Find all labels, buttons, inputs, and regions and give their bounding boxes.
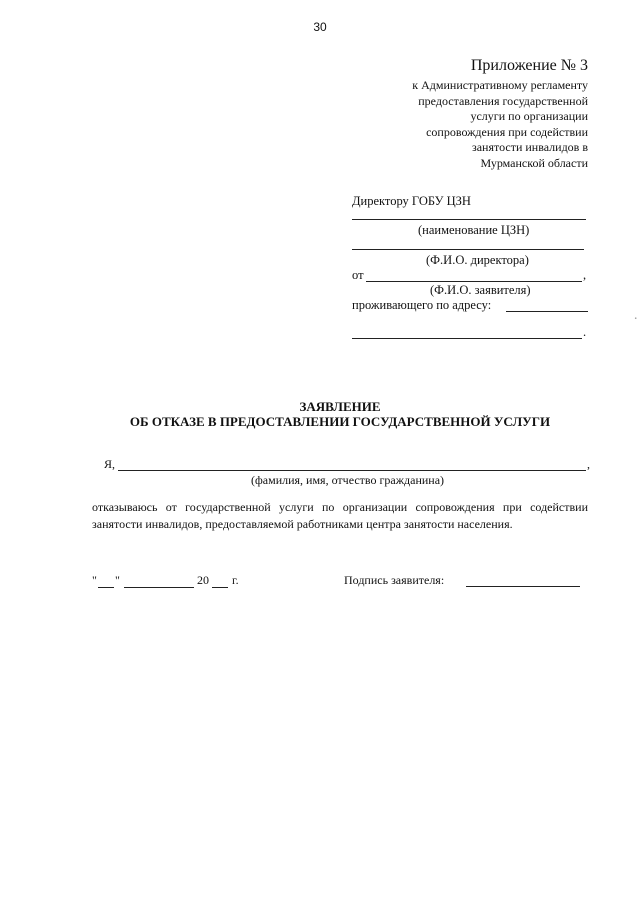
addressee-to: Директору ГОБУ ЦЗН [352, 194, 471, 208]
appendix-line: занятости инвалидов в [471, 140, 588, 154]
document-subtitle: ОБ ОТКАЗЕ В ПРЕДОСТАВЛЕНИИ ГОСУДАРСТВЕННОЙ УСЛУГИ [129, 414, 551, 429]
applicant-name-line[interactable] [366, 281, 582, 282]
margin-mark: · [633, 312, 638, 327]
from-suffix: , [583, 268, 587, 282]
year-prefix: 20 [197, 573, 209, 587]
czn-caption: (наименование ЦЗН) [418, 223, 530, 237]
appendix-line: Мурманской области [480, 155, 588, 170]
statement-text: отказываюсь от государственной услуги по организации сопровождения при содействии занятости инвалидов, предоставляемой работниками центра занятости населения. [92, 500, 588, 531]
appendix-line: предоставления государственной [418, 93, 588, 108]
page-number: 30 [313, 20, 327, 34]
document-title: ЗАЯВЛЕНИЕ [299, 399, 381, 414]
address-line-2[interactable] [352, 338, 582, 339]
name-caption: (фамилия, имя, отчество гражданина) [251, 473, 445, 487]
appendix-line: сопровождения при содействии [426, 124, 588, 139]
signature-line[interactable] [466, 586, 580, 587]
year-suffix: г. [232, 573, 239, 587]
date-quote-open: " [92, 573, 97, 587]
citizen-name-line[interactable] [118, 470, 586, 471]
i-suffix: , [587, 457, 590, 471]
residing-label: проживающего по адресу: [352, 298, 492, 312]
address-line-1[interactable] [506, 311, 588, 312]
date-month-line[interactable] [124, 587, 194, 588]
director-caption: (Ф.И.О. директора) [426, 253, 529, 267]
appendix-line: услуги по организации [470, 109, 588, 123]
date-year-line[interactable] [212, 587, 228, 588]
signature-label: Подпись заявителя: [344, 573, 445, 587]
from-label: от [352, 268, 364, 282]
i-label: Я, [104, 457, 116, 471]
appendix-subtitle [328, 78, 588, 171]
appendix-title: Приложение № 3 [470, 57, 588, 74]
appendix-line: к Административному регламенту [412, 78, 588, 92]
date-quote-close: " [115, 573, 120, 587]
address-end: . [583, 325, 587, 339]
director-name-line[interactable] [352, 249, 584, 250]
applicant-caption: (Ф.И.О. заявителя) [430, 283, 531, 297]
czn-name-line[interactable] [352, 219, 586, 220]
date-day-line[interactable] [98, 587, 114, 588]
